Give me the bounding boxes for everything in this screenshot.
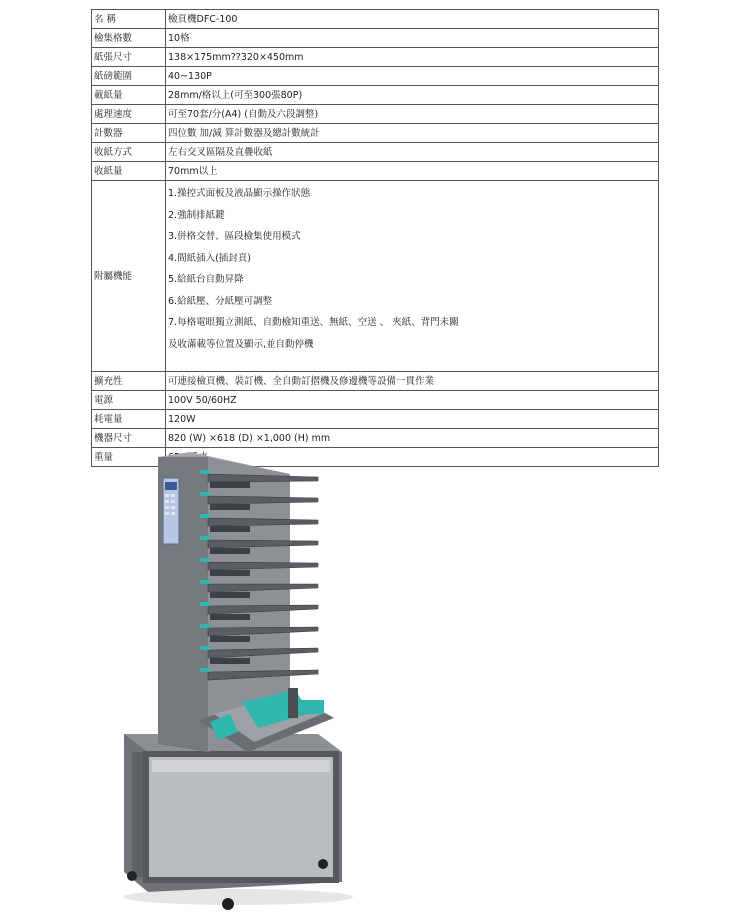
table-row [92, 372, 659, 391]
feature-line: 2.強制排紙鍵 [168, 209, 225, 221]
collator-machine-photo [118, 452, 358, 912]
row-label: 收紙方式 [92, 143, 166, 162]
feature-line: 及收滿載等位置及顯示,並自動停機 [168, 338, 314, 350]
feature-line: 6.給紙壓、分紙壓可調整 [168, 295, 273, 307]
row-label: 處理速度 [92, 105, 166, 124]
row-label: 電源 [92, 391, 166, 410]
row-value: 120W [166, 410, 659, 429]
feature-line: 3.併格交替、區段檢集使用模式 [168, 231, 301, 242]
features-row [92, 181, 659, 372]
row-value: 可連接檢頁機、裝訂機、全自動訂摺機及修邊機等設備一貫作業 [166, 372, 659, 391]
table-row [92, 391, 659, 410]
feature-line: 5.給紙台自動昇降 [168, 274, 244, 285]
row-label: 擴充性 [92, 372, 166, 391]
table-row [92, 410, 659, 429]
row-value: 138×175mm??320×450mm [166, 48, 659, 67]
row-value: 820 (W) ×618 (D) ×1,000 (H) mm [166, 429, 659, 448]
row-value: 可至70套/分(A4) (自動及六段調整) [166, 105, 659, 124]
table-row [92, 10, 659, 29]
row-value: 左右交叉區隔及直疊收紙 [166, 143, 659, 162]
row-label: 重量 [92, 448, 166, 467]
row-value: 檢頁機DFC-100 [166, 10, 659, 29]
row-label: 紙張尺寸 [92, 48, 166, 67]
row-value: 10格 [166, 29, 659, 48]
row-label: 計數器 [92, 124, 166, 143]
table-row [92, 162, 659, 181]
row-value: 28mm/格以上(可至300張80P) [166, 86, 659, 105]
feature-line: 4.間紙插入(插封頁) [168, 252, 251, 264]
row-label: 收紙量 [92, 162, 166, 181]
table-row [92, 86, 659, 105]
row-label: 機器尺寸 [92, 429, 166, 448]
table-row [92, 105, 659, 124]
table-row [92, 29, 659, 48]
row-value: 40~130P [166, 67, 659, 86]
row-label: 耗電量 [92, 410, 166, 429]
table-row [92, 429, 659, 448]
feature-line: 1.操控式面板及液晶顯示操作狀態 [168, 188, 311, 199]
features-list [166, 181, 659, 372]
table-row [92, 48, 659, 67]
table-row [92, 143, 659, 162]
row-label: 檢集格數 [92, 29, 166, 48]
row-value: 100V 50/60HZ [166, 391, 659, 410]
spec-table [91, 9, 659, 467]
features-label: 附屬機能 [92, 181, 166, 372]
feature-line: 7.每格電眼獨立測紙、自動檢知重送、無紙、空送 、 夾紙、背門未關 [168, 317, 459, 328]
row-label: 載紙量 [92, 86, 166, 105]
table-row [92, 67, 659, 86]
row-value: 四位數 加/減 算計數器及總計數統計 [166, 124, 659, 143]
row-value: 70mm以上 [166, 162, 659, 181]
row-label: 紙磅範圍 [92, 67, 166, 86]
table-row [92, 124, 659, 143]
row-label: 名 稱 [92, 10, 166, 29]
